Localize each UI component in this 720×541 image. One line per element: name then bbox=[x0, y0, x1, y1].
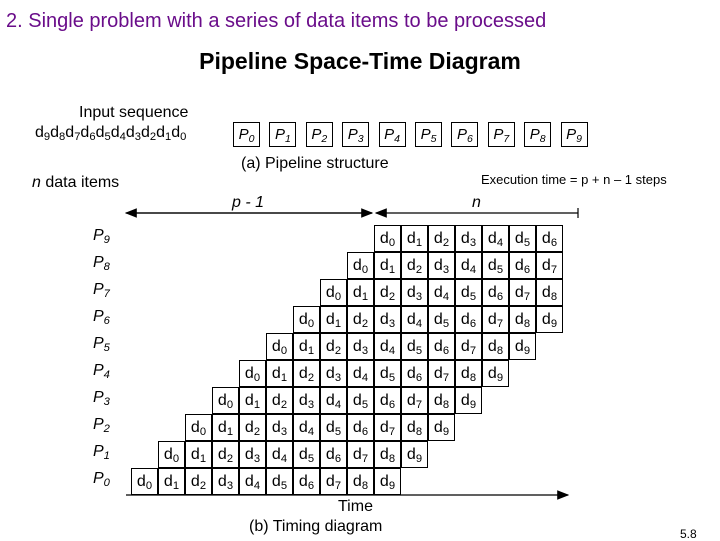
timing-cell: $d_0$ bbox=[374, 225, 401, 252]
input-sequence-label: Input sequence bbox=[79, 104, 189, 121]
stage-box: $P_1$ bbox=[269, 122, 296, 147]
data-items-text: data items bbox=[45, 174, 120, 191]
timing-cell: $d_5$ bbox=[266, 468, 293, 495]
timing-cell: $d_1$ bbox=[185, 441, 212, 468]
timing-cell: $d_1$ bbox=[212, 414, 239, 441]
stage-box: $P_8$ bbox=[524, 122, 551, 147]
timing-cell: $d_4$ bbox=[293, 414, 320, 441]
slide-title: 2. Single problem with a series of data items to be processed bbox=[6, 10, 547, 32]
timing-cell: $d_6$ bbox=[401, 360, 428, 387]
diagram-title: Pipeline Space-Time Diagram bbox=[199, 48, 521, 74]
timing-cell: $d_2$ bbox=[185, 468, 212, 495]
timing-cell: $d_1$ bbox=[266, 360, 293, 387]
stage-box: $P_5$ bbox=[415, 122, 442, 147]
timing-cell: $d_2$ bbox=[212, 441, 239, 468]
stage-box: $P_4$ bbox=[379, 122, 406, 147]
timing-cell: $d_5$ bbox=[293, 441, 320, 468]
timing-cell: $d_2$ bbox=[266, 387, 293, 414]
timing-cell: $d_8$ bbox=[482, 333, 509, 360]
timing-cell: $d_4$ bbox=[455, 252, 482, 279]
timing-cell: $d_4$ bbox=[482, 225, 509, 252]
timing-cell: $d_5$ bbox=[320, 414, 347, 441]
timing-cell: $d_7$ bbox=[536, 252, 563, 279]
timing-cell: $d_7$ bbox=[428, 360, 455, 387]
timing-cell: $d_7$ bbox=[320, 468, 347, 495]
timing-cell: $d_8$ bbox=[455, 360, 482, 387]
stage-box: $P_7$ bbox=[488, 122, 515, 147]
timing-cell: $d_1$ bbox=[320, 306, 347, 333]
timing-cell: $d_3$ bbox=[320, 360, 347, 387]
timing-cell: $d_6$ bbox=[320, 441, 347, 468]
timing-cell: $d_3$ bbox=[374, 306, 401, 333]
processor-label: $P_0$ bbox=[93, 470, 110, 489]
processor-label: $P_7$ bbox=[93, 281, 110, 300]
timing-cell: $d_3$ bbox=[212, 468, 239, 495]
timing-cell: $d_0$ bbox=[320, 279, 347, 306]
timing-cell: $d_9$ bbox=[374, 468, 401, 495]
page-number: 5.8 bbox=[680, 527, 697, 541]
timing-cell: $d_4$ bbox=[428, 279, 455, 306]
n-symbol: n bbox=[32, 174, 41, 191]
timing-cell: $d_2$ bbox=[374, 279, 401, 306]
timing-cell: $d_4$ bbox=[401, 306, 428, 333]
stage-box: $P_9$ bbox=[561, 122, 588, 147]
timing-cell: $d_8$ bbox=[374, 441, 401, 468]
input-item: $d_7$ bbox=[65, 124, 81, 143]
processor-label: $P_8$ bbox=[93, 254, 110, 273]
timing-cell: $d_4$ bbox=[239, 468, 266, 495]
timing-cell: $d_3$ bbox=[239, 441, 266, 468]
timing-cell: $d_7$ bbox=[509, 279, 536, 306]
input-item: $d_5$ bbox=[95, 124, 111, 143]
timing-cell: $d_8$ bbox=[536, 279, 563, 306]
timing-cell: $d_2$ bbox=[320, 333, 347, 360]
timing-cell: $d_9$ bbox=[482, 360, 509, 387]
timing-cell: $d_8$ bbox=[401, 414, 428, 441]
timing-cell: $d_6$ bbox=[374, 387, 401, 414]
timing-cell: $d_3$ bbox=[293, 387, 320, 414]
timing-cell: $d_8$ bbox=[428, 387, 455, 414]
timing-cell: $d_9$ bbox=[536, 306, 563, 333]
timing-cell: $d_0$ bbox=[158, 441, 185, 468]
timing-cell: $d_4$ bbox=[347, 360, 374, 387]
timing-cell: $d_3$ bbox=[455, 225, 482, 252]
timing-cell: $d_7$ bbox=[401, 387, 428, 414]
timing-cell: $d_5$ bbox=[455, 279, 482, 306]
timing-cell: $d_4$ bbox=[374, 333, 401, 360]
stage-box: $P_2$ bbox=[306, 122, 333, 147]
timing-cell: $d_1$ bbox=[158, 468, 185, 495]
caption-timing-diagram: (b) Timing diagram bbox=[249, 518, 383, 535]
timing-cell: $d_3$ bbox=[428, 252, 455, 279]
timing-cell: $d_1$ bbox=[239, 387, 266, 414]
timing-cell: $d_6$ bbox=[347, 414, 374, 441]
input-item: $d_9$ bbox=[35, 124, 51, 143]
timing-cell: $d_1$ bbox=[374, 252, 401, 279]
timing-cell: $d_0$ bbox=[347, 252, 374, 279]
processor-label: $P_1$ bbox=[93, 443, 110, 462]
stage-box: $P_3$ bbox=[342, 122, 369, 147]
timing-cell: $d_1$ bbox=[347, 279, 374, 306]
timing-cell: $d_9$ bbox=[509, 333, 536, 360]
p-minus-1-label: p - 1 bbox=[232, 194, 265, 211]
timing-cell: $d_0$ bbox=[293, 306, 320, 333]
stage-box: $P_0$ bbox=[233, 122, 260, 147]
timing-cell: $d_3$ bbox=[266, 414, 293, 441]
timing-cell: $d_7$ bbox=[374, 414, 401, 441]
timing-cell: $d_5$ bbox=[374, 360, 401, 387]
processor-label: $P_9$ bbox=[93, 227, 110, 246]
processor-label: $P_5$ bbox=[93, 335, 110, 354]
processor-label: $P_4$ bbox=[93, 362, 110, 381]
timing-cell: $d_5$ bbox=[482, 252, 509, 279]
time-axis-label: Time bbox=[338, 498, 373, 515]
input-item: $d_3$ bbox=[125, 124, 141, 143]
timing-cell: $d_6$ bbox=[428, 333, 455, 360]
timing-cell: $d_2$ bbox=[428, 225, 455, 252]
timing-cell: $d_2$ bbox=[347, 306, 374, 333]
timing-cell: $d_3$ bbox=[401, 279, 428, 306]
input-item: $d_1$ bbox=[156, 124, 172, 143]
input-item: $d_2$ bbox=[140, 124, 157, 143]
timing-cell: $d_3$ bbox=[347, 333, 374, 360]
timing-cell: $d_6$ bbox=[482, 279, 509, 306]
timing-cell: $d_4$ bbox=[266, 441, 293, 468]
timing-cell: $d_5$ bbox=[347, 387, 374, 414]
input-item: $d_8$ bbox=[50, 124, 66, 143]
timing-cell: $d_7$ bbox=[482, 306, 509, 333]
timing-cell: $d_2$ bbox=[401, 252, 428, 279]
timing-cell: $d_6$ bbox=[509, 252, 536, 279]
execution-time-label: Execution time = p + n – 1 steps bbox=[481, 172, 667, 187]
timing-cell: $d_6$ bbox=[536, 225, 563, 252]
caption-pipeline-structure: (a) Pipeline structure bbox=[241, 155, 389, 172]
timing-cell: $d_8$ bbox=[347, 468, 374, 495]
timing-cell: $d_6$ bbox=[293, 468, 320, 495]
n-label: n bbox=[472, 194, 481, 211]
timing-cell: $d_8$ bbox=[509, 306, 536, 333]
timing-cell: $d_0$ bbox=[212, 387, 239, 414]
timing-cell: $d_2$ bbox=[239, 414, 266, 441]
timing-cell: $d_5$ bbox=[509, 225, 536, 252]
stage-box: $P_6$ bbox=[451, 122, 478, 147]
timing-cell: $d_5$ bbox=[401, 333, 428, 360]
timing-cell: $d_0$ bbox=[185, 414, 212, 441]
input-item: $d_0$ bbox=[171, 124, 187, 143]
processor-label: $P_6$ bbox=[93, 308, 110, 327]
timing-cell: $d_6$ bbox=[455, 306, 482, 333]
timing-cell: $d_1$ bbox=[401, 225, 428, 252]
timing-cell: $d_7$ bbox=[347, 441, 374, 468]
timing-cell: $d_0$ bbox=[266, 333, 293, 360]
timing-cell: $d_9$ bbox=[455, 387, 482, 414]
timing-cell: $d_1$ bbox=[293, 333, 320, 360]
input-item: $d_4$ bbox=[110, 124, 126, 143]
processor-label: $P_3$ bbox=[93, 389, 110, 408]
timing-cell: $d_2$ bbox=[293, 360, 320, 387]
timing-cell: $d_0$ bbox=[239, 360, 266, 387]
timing-cell: $d_9$ bbox=[401, 441, 428, 468]
timing-cell: $d_4$ bbox=[320, 387, 347, 414]
processor-label: $P_2$ bbox=[93, 416, 110, 435]
timing-cell: $d_9$ bbox=[428, 414, 455, 441]
timing-cell: $d_5$ bbox=[428, 306, 455, 333]
timing-cell: $d_7$ bbox=[455, 333, 482, 360]
input-item: $d_6$ bbox=[80, 124, 96, 143]
timing-cell: $d_0$ bbox=[131, 468, 158, 495]
